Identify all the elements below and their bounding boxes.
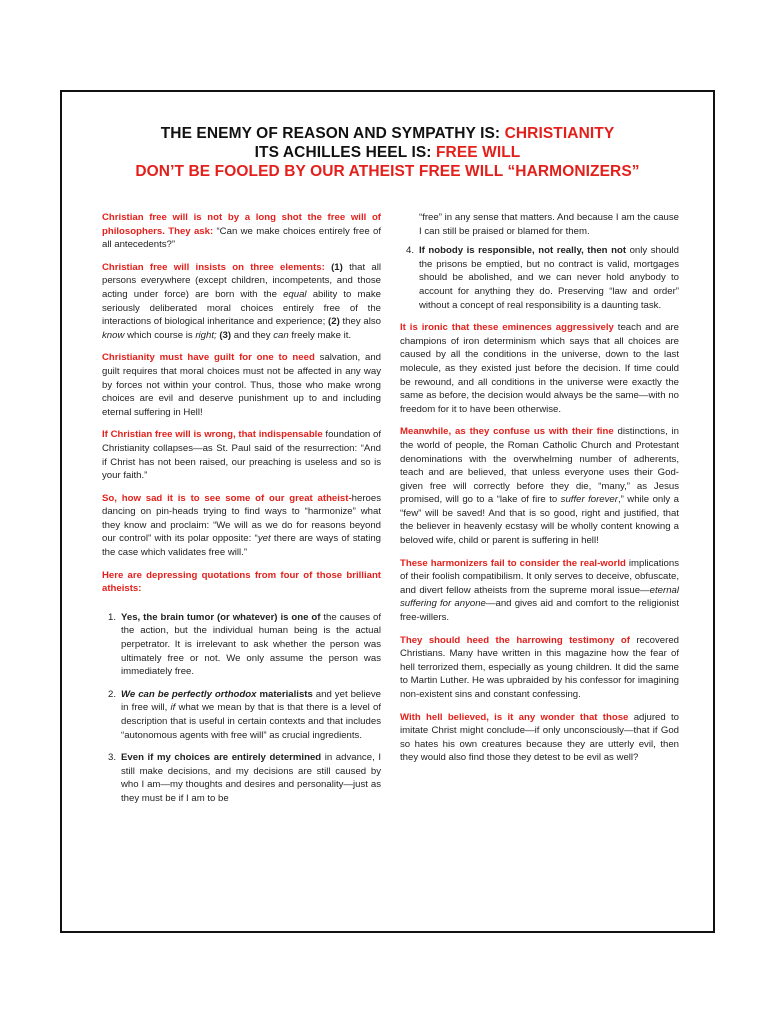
paragraph	[102, 428, 381, 482]
quotation-number: 3.	[108, 752, 117, 764]
headline-line-2-red: FREE WILL	[435, 144, 521, 161]
article-body	[102, 211, 679, 911]
paragraph-text: salvation, and guilt requires that moral choices must not be affected in any way by forces not within your control. Thus, those who make wrong choices are evil and deserve punishment up to and including eternal suffering in Hell!	[102, 352, 381, 418]
paragraph-lead: If Christian free will is wrong, that indispensable	[102, 429, 323, 441]
paragraph-text: foundation of Christianity collapses—as St. Paul said of the resurrection: “And if Christ has not been raised, our preaching is useless and so is your faith.”	[102, 429, 381, 482]
paragraph	[400, 634, 679, 702]
paragraph-lead: It is ironic that these eminences aggressively	[400, 322, 614, 334]
paragraph-text: distinctions, in the world of people, the Roman Catholic Church and Protestant denominations with the overwhelming number of adherents, teach and are believed, that unless everyone uses their God-given free will correctly before they die, “many,” as Jesus promised, will go to a “lake of fire to	[400, 426, 679, 506]
paragraph-text: which course is	[124, 329, 196, 341]
headline-line-3-red: DON’T BE FOOLED BY OUR ATHEIST FREE WILL “HARMONIZERS”	[135, 163, 640, 180]
paragraph-lead: Meanwhile, as they confuse us with their fine	[400, 426, 614, 438]
paragraph	[400, 557, 679, 625]
paragraph	[400, 711, 679, 765]
headline-line-2-black: ITS ACHILLES HEEL IS:	[254, 144, 436, 161]
emphasis: know	[102, 329, 125, 341]
point-number: (2)	[328, 316, 340, 328]
paragraph-text: adjured to imitate Christ might conclude—if only unconsciously—that if God so hates his own creatures because they are utterly evil, then they would also find those they detest to be evil as well?	[400, 711, 680, 764]
left-column	[102, 211, 381, 815]
headline-line-1-red: CHRISTIANITY	[504, 125, 615, 142]
paragraph	[102, 492, 381, 560]
point-number: (3)	[216, 329, 232, 341]
paragraph-lead: Christianity must have guilt for one to need	[102, 352, 315, 364]
paragraph-text: they also	[339, 316, 381, 328]
quotation-lead: Even if my choices are entirely determined	[121, 752, 322, 764]
paragraph-text: teach and are champions of iron determinism which says that all choices are caused by all the conditions in the universe, down to the last molecule, as they existed just before the decision. If time could be rewound, and all conditions in the universe were exactly the same as before, the decision would always be the same—with no freedom for it to have been otherwise.	[400, 322, 679, 415]
quotation-item	[102, 611, 381, 679]
headline-line-1-black: THE ENEMY OF REASON AND SYMPATHY IS:	[160, 125, 505, 142]
paragraph-text: ability to make seriously deliberated moral choices entirely free of the interactions of biological inheritance and experience;	[102, 288, 381, 328]
quotation-lead: If nobody is responsible, not really, then not	[419, 245, 627, 257]
paragraph	[400, 425, 679, 547]
document-frame	[60, 90, 715, 933]
paragraph-text: implications of their foolish compatibilism. It only serves to deceive, obfuscate, and divert fellow atheists from the supreme moral issue—	[400, 557, 679, 596]
paragraph-text: heroes dancing on pin-heads trying to find ways to “harmonize” what they know and proclaim: “We will as we do for reasons beyond our control” with its polar opposite: “	[102, 492, 381, 545]
quotation-text: what we mean by that is that there is a level of description that is useful in certain contexts and that includes “autonomous agents with free will” as crucial ingredients.	[121, 702, 381, 741]
paragraph-text: —and gives aid and comfort to the religionist free-willers.	[400, 598, 679, 624]
emphasis: if	[170, 702, 176, 714]
paragraph-text: “Can we make choices entirely free of all antecedents?”	[102, 225, 381, 251]
paragraph-lead: Christian free will insists on three elements:	[102, 261, 325, 273]
quotation-item	[102, 688, 381, 742]
paragraph-lead: So, how sad it is to see some of our great atheist-	[102, 492, 352, 504]
quotation-text: and yet believe in free will,	[121, 688, 381, 714]
paragraph-text: and they	[231, 329, 274, 341]
emphasis: equal	[283, 288, 307, 300]
paragraph-lead: Christian free will is not by a long shot the free will of philosophers. They ask:	[102, 212, 381, 237]
quotation-item	[400, 244, 679, 312]
quotation-text: “free” in any sense that matters. And because I am the cause I can still be praised or blamed for them.	[419, 212, 679, 237]
quotation-item	[102, 751, 381, 805]
emphasis: right;	[195, 329, 217, 341]
paragraph-lead: With hell believed, is it any wonder that those	[400, 711, 629, 723]
point-number: (1)	[324, 261, 343, 273]
headline-line-1	[62, 124, 713, 143]
paragraph-text: ,” while only a “few” will be saved! And that is so good, right and justified, that the believer in heavenly ecstasy will be wholly content knowing a beloved wife, child or parent is suffering in hell!	[400, 494, 679, 547]
headline	[62, 124, 713, 181]
paragraph	[102, 569, 381, 596]
quotation-lead: materialists	[256, 688, 313, 700]
quotation-number: 4.	[406, 245, 415, 257]
paragraph	[400, 321, 679, 416]
paragraph-text: there are ways of stating the case which validates free will.”	[102, 533, 382, 559]
paragraph-text: that all persons everywhere (except children, incompetents, and those acting under force) are born with the	[102, 261, 382, 300]
paragraph-text: freely make it.	[288, 329, 352, 341]
emphasis: eternal suffering for anyone	[400, 584, 679, 610]
emphasis: suffer forever	[560, 494, 618, 506]
paragraph-text: recovered Christians. Many have written in this magazine how the fear of hell terrorized them, especially as young children. It did the same to Martin Luther. He was upbraided by his confessor for imagining non-existent sins and constant confessing.	[400, 634, 679, 700]
quotation-number: 1.	[108, 611, 117, 623]
paragraph	[102, 211, 381, 252]
quotation-continuation	[400, 211, 679, 238]
paragraph	[102, 351, 381, 419]
paragraph	[102, 261, 381, 343]
quotation-lead-italic: We can be perfectly orthodox	[121, 688, 257, 700]
quotation-text: in advance, I still make decisions, and my decisions are still caused by who I am—my thoughts and desires and personality—just as they must be if I am to be	[121, 752, 381, 804]
quotation-number: 2.	[108, 688, 117, 700]
emphasis: can	[273, 329, 289, 341]
emphasis: yet	[257, 533, 271, 545]
quotation-text: only should the prisons be emptied, but no contract is valid, mortgages should be abolished, and we can never hold anybody to account for anything they do. Preserving “law and order” without a concept of real responsibility is a daunting task.	[419, 245, 679, 311]
right-column	[400, 211, 679, 774]
quotation-text: the causes of the action, but the individual human being is the actual perpetrator. It is irrelevant to ask whether the person was ultimately free or not. We only assume the person was immediately free.	[121, 611, 381, 678]
headline-line-2	[62, 143, 713, 162]
quotation-lead: Yes, the brain tumor (or whatever) is one of	[121, 611, 321, 623]
paragraph-lead: They should heed the harrowing testimony of	[400, 634, 630, 646]
headline-line-3	[62, 162, 713, 181]
paragraph-lead: Here are depressing quotations from four of those brilliant atheists:	[102, 569, 381, 595]
paragraph-lead: These harmonizers fail to consider the real-world	[400, 557, 626, 569]
